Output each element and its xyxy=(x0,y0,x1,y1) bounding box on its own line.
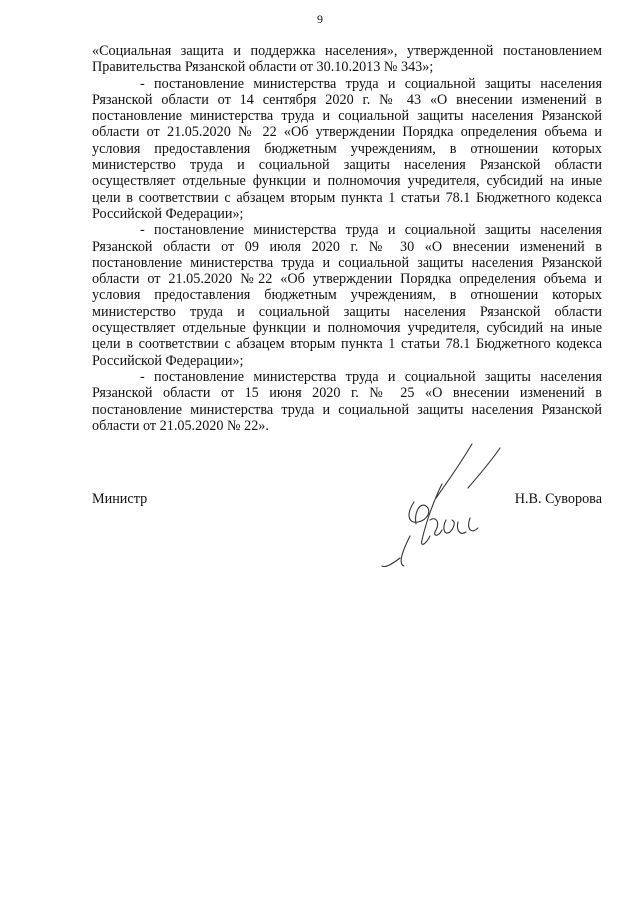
page-number: 9 xyxy=(317,12,323,26)
handwritten-signature-icon xyxy=(380,440,510,580)
paragraph-resolution-30: - постановление министерства труда и социальной защиты населения Рязанской области от 09 июля 2020 г. № 30 «О внесении изменений в постановление министерства труда и социальной защиты населения Рязанской области от 21.05.2020 №22 «Об утверждении Порядка определения объема и условия предоставления бюджетным учреждениям, в отношении которых министерство труда и социальной защиты населения Рязанской области осуществляет отдельные функции и полномочия учредителя, субсидий на иные цели в соответствии с абзацем вторым пункта 1 статьи 78.1 Бюджетного кодекса Российской Федерации»; xyxy=(92,222,602,369)
signature-block xyxy=(92,490,602,510)
paragraph-continuation: «Социальная защита и поддержка населения», утвержденной постановлением Правительства Рязанской области от 30.10.2013 № 343»; xyxy=(92,43,602,76)
document-body xyxy=(92,43,602,434)
signer-name: Н.В. Суворова xyxy=(514,491,602,507)
paragraph-resolution-43: - постановление министерства труда и социальной защиты населения Рязанской области от 14 сентября 2020 г. № 43 «О внесении изменений в постановление министерства труда и социальной защиты населения Рязанской области от 21.05.2020 № 22 «Об утверждении Порядка определения объема и условия предоставления бюджетным учреждениям, в отношении которых министерство труда и социальной защиты населения Рязанской области осуществляет отдельные функции и полномочия учредителя, субсидий на иные цели в соответствии с абзацем вторым пункта 1 статьи 78.1 Бюджетного кодекса Российской Федерации»; xyxy=(92,75,602,222)
paragraph-resolution-25: - постановление министерства труда и социальной защиты населения Рязанской области от 15 июня 2020 г. № 25 «О внесении изменений в постановление министерства труда и социальной защиты населения Рязанской области от 21.05.2020 № 22». xyxy=(92,368,602,434)
signer-title: Министр xyxy=(92,491,148,507)
